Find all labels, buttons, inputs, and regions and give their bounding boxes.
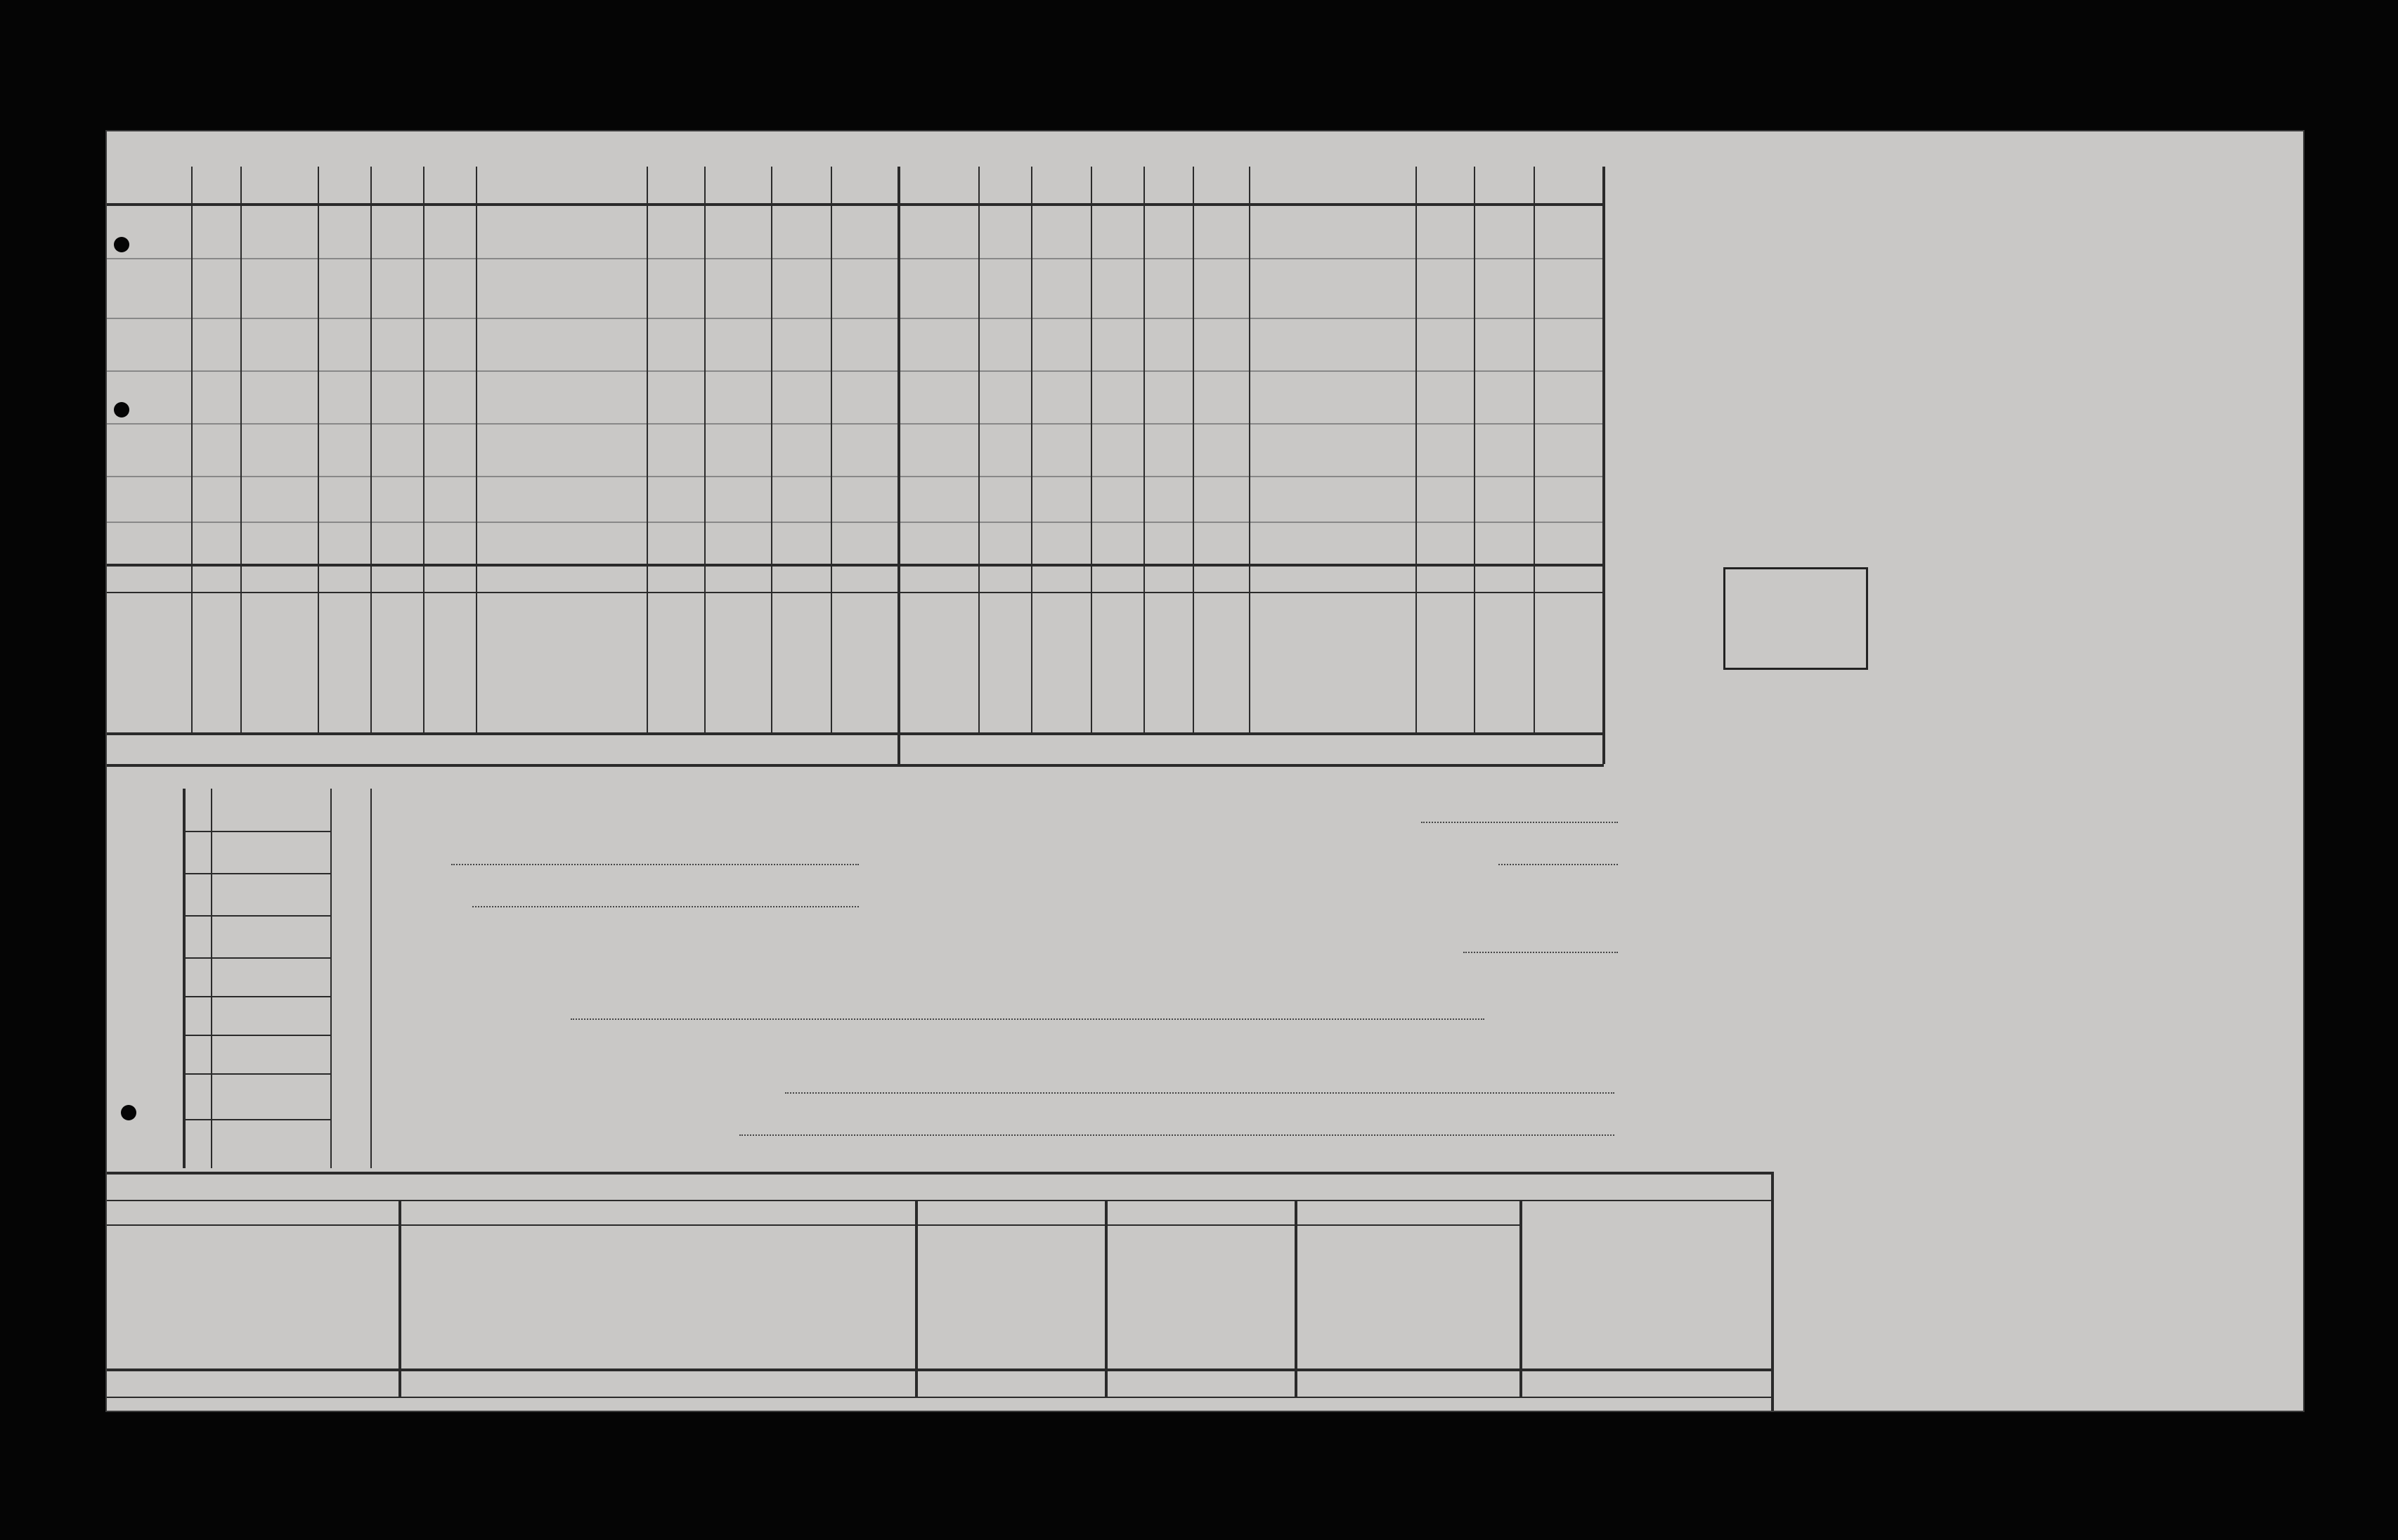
livestock-table bbox=[107, 1172, 1772, 1411]
census-card bbox=[105, 130, 2305, 1412]
land-table bbox=[1772, 131, 2303, 1411]
population-grid bbox=[107, 131, 1604, 785]
address-block bbox=[388, 792, 1864, 1172]
inventory-block bbox=[107, 789, 374, 1172]
